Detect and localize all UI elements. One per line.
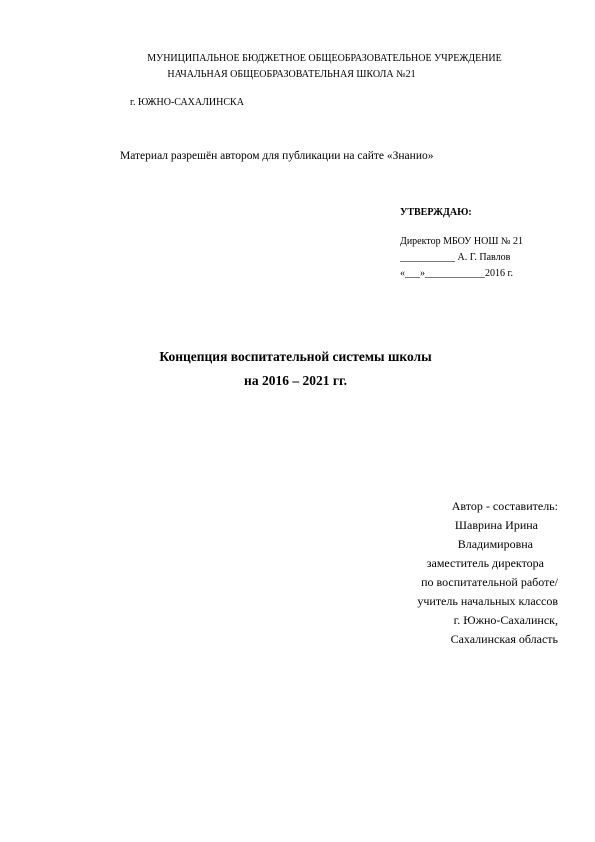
institution-city: г. ЮЖНО-САХАЛИНСКА [130, 97, 244, 108]
document-title-line-1: Концепция воспитательной системы школы [159, 349, 432, 364]
author-block [298, 497, 558, 649]
author-role-line-1: заместитель директора [426, 556, 544, 570]
approval-heading: УТВЕРЖДАЮ: [400, 207, 472, 218]
publication-permission-note: Материал разрешён автором для публикации на сайте «Знанио» [120, 150, 434, 162]
author-label: Автор - составитель: [451, 499, 558, 513]
author-role-line-2: по воспитательной работе/ [421, 575, 558, 589]
document-title-line-2: на 2016 – 2021 гг. [244, 373, 347, 388]
approval-director-position: Директор МБОУ НОШ № 21 [400, 236, 523, 247]
institution-name-line-2: НАЧАЛЬНАЯ ОБЩЕОБРАЗОВАТЕЛЬНАЯ ШКОЛА №21 [167, 69, 416, 80]
approval-date-line: «___»____________2016 г. [400, 268, 513, 279]
author-name-line-2: Владимировна [457, 537, 533, 551]
approval-signature-line: ___________ А. Г. Павлов [400, 252, 511, 263]
author-city: г. Южно-Сахалинск, [453, 613, 558, 627]
institution-name-line-1: МУНИЦИПАЛЬНОЕ БЮДЖЕТНОЕ ОБЩЕОБРАЗОВАТЕЛЬНОЕ УЧРЕЖДЕНИЕ [147, 53, 502, 64]
author-role-line-3: учитель начальных классов [417, 594, 558, 608]
author-name-line-1: Шаврина Ирина [454, 518, 538, 532]
author-region: Сахалинская область [450, 632, 558, 646]
